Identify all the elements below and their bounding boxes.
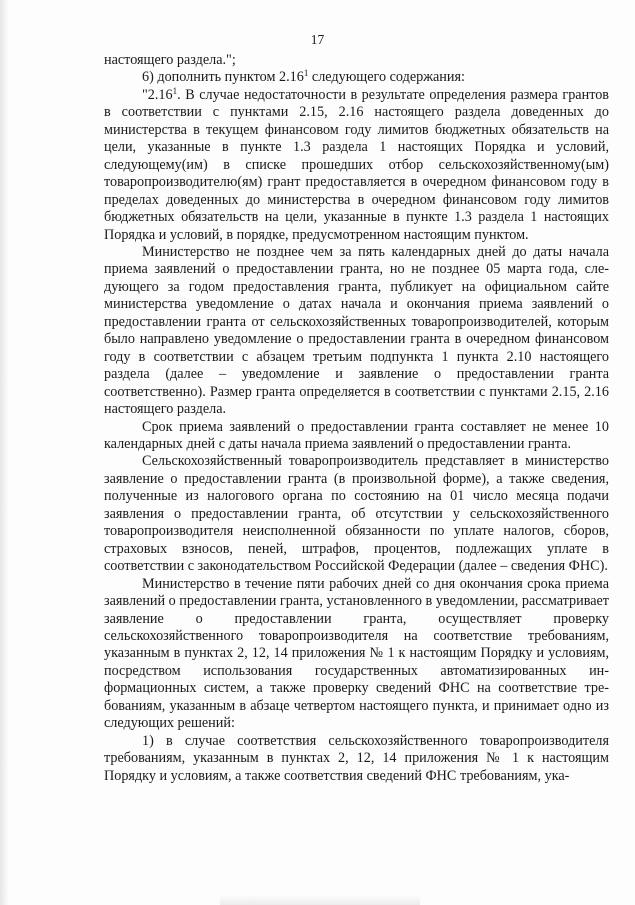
page-number: 17: [310, 32, 325, 47]
paragraph-text: настоящего раздела.";: [104, 52, 236, 68]
paragraph-text: "2.16: [142, 86, 173, 103]
scan-bottom-artifact: [220, 895, 420, 905]
superscript: 1: [303, 68, 309, 79]
paragraph-text: Сельскохозяйственный товаропроизводитель представляет в министерство заявление о предоставлении гранта (в произвольной форме), а также сведения, полученные из налогового органа по состоянию на 01 число месяца подачи заявления о предоставлении гранта, об отсутствии у сельскохозяйственного товаропроизводителя неисполненной обязанности по уплате налогов, сборов, страховых взносов, пеней, штрафов, процентов, подлежащих уплате в соответствии с законодательством Российской Федерации (далее – сведения ФНС).: [104, 453, 609, 575]
paragraph-text: Министерство не позднее чем за пять календарных дней до даты начала приема заявлений о предоставлении гранта, но не позднее 05 марта года, следующего за годом предоставления гранта, публикует на официальном сайте министерства уведомление о датах начала и окончания приема заявлений о предоставлении гранта от сельскохозяйственных товаропроизводителей, которым было направлено уведомление о предоставлении гранта в очередном финансовом году в соответствии с абзацем третьим подпункта 1 пункта 2.10 настоящего раздела (далее – уведомление и заявление о предоставлении гранта соответственно). Размер гранта определяется в соответствии с пунктами 2.15, 2.16 настоящего раздела.: [104, 243, 609, 418]
body-text: [104, 52, 609, 785]
paragraph-7: [104, 733, 609, 785]
paragraph-5: [104, 453, 609, 575]
paragraph-text: . В случае недостаточности в результате определения размера грантов в соответствии с пунктами 2.15, 2.16 настоящего раздела доведенных до министерства в текущем финансовом году лимитов бюджетных обязательств на цели, указанные в пункте 1.3 раздела 1 настоящих Порядка и условий, следующему(им) в списке прошедших отбор сельскохозяйственному(ым) товаропроизводителю(ям) грант предоставляется в очередном финансовом году в пределах доведенных до министерства в очередном финансовом году лимитов бюджетных обязательств на цели, указанные в пункте 1.3 раздела 1 настоящих Порядка и условий, в порядке, предусмотренном настоящим пунктом.: [104, 86, 609, 243]
paragraph-text: Министерство в течение пяти рабочих дней со дня окончания срока приема заявлений о предоставлении гранта, установленного в уведомлении, рассматривает заявление о предоставлении гранта, осуществляет проверку сельскохозяйственного товаропроизводителя на соответствие требованиям, указанным в пунктах 2, 12, 14 приложения № 1 к настоящим Порядку и условиям, посредством использования государственных автоматизированных информационных систем, а также проверку сведений ФНС на соответствие требованиям, указанным в абзаце четвертом настоящего пункта, и принимает одно из следующих решений:: [104, 575, 610, 732]
paragraph-text: 6) дополнить пунктом 2.16: [142, 69, 304, 86]
paragraph-1: [104, 69, 609, 86]
paragraph-text: следующего содержания:: [308, 69, 465, 86]
paragraph-text: Срок приема заявлений о предоставлении гранта составляет не менее 10 календарных дней с даты начала приема заявлений о предоставлении гранта.: [104, 418, 609, 452]
superscript: 1: [172, 85, 178, 96]
paragraph-3: [104, 244, 609, 419]
paragraph-text: 1) в случае соответствия сельскохозяйственного товаропроизводителя требованиям, указанным в пунктах 2, 12, 14 приложения № 1 к настоящим Порядку и условиям, а также соответствия сведений ФНС требованиям, ука-: [104, 732, 609, 784]
paragraph-4: [104, 419, 609, 454]
paragraph-0: [104, 52, 609, 69]
scan-edge-shadow: [0, 0, 9, 905]
paragraph-6: [104, 576, 609, 733]
paragraph-2: [104, 87, 609, 244]
